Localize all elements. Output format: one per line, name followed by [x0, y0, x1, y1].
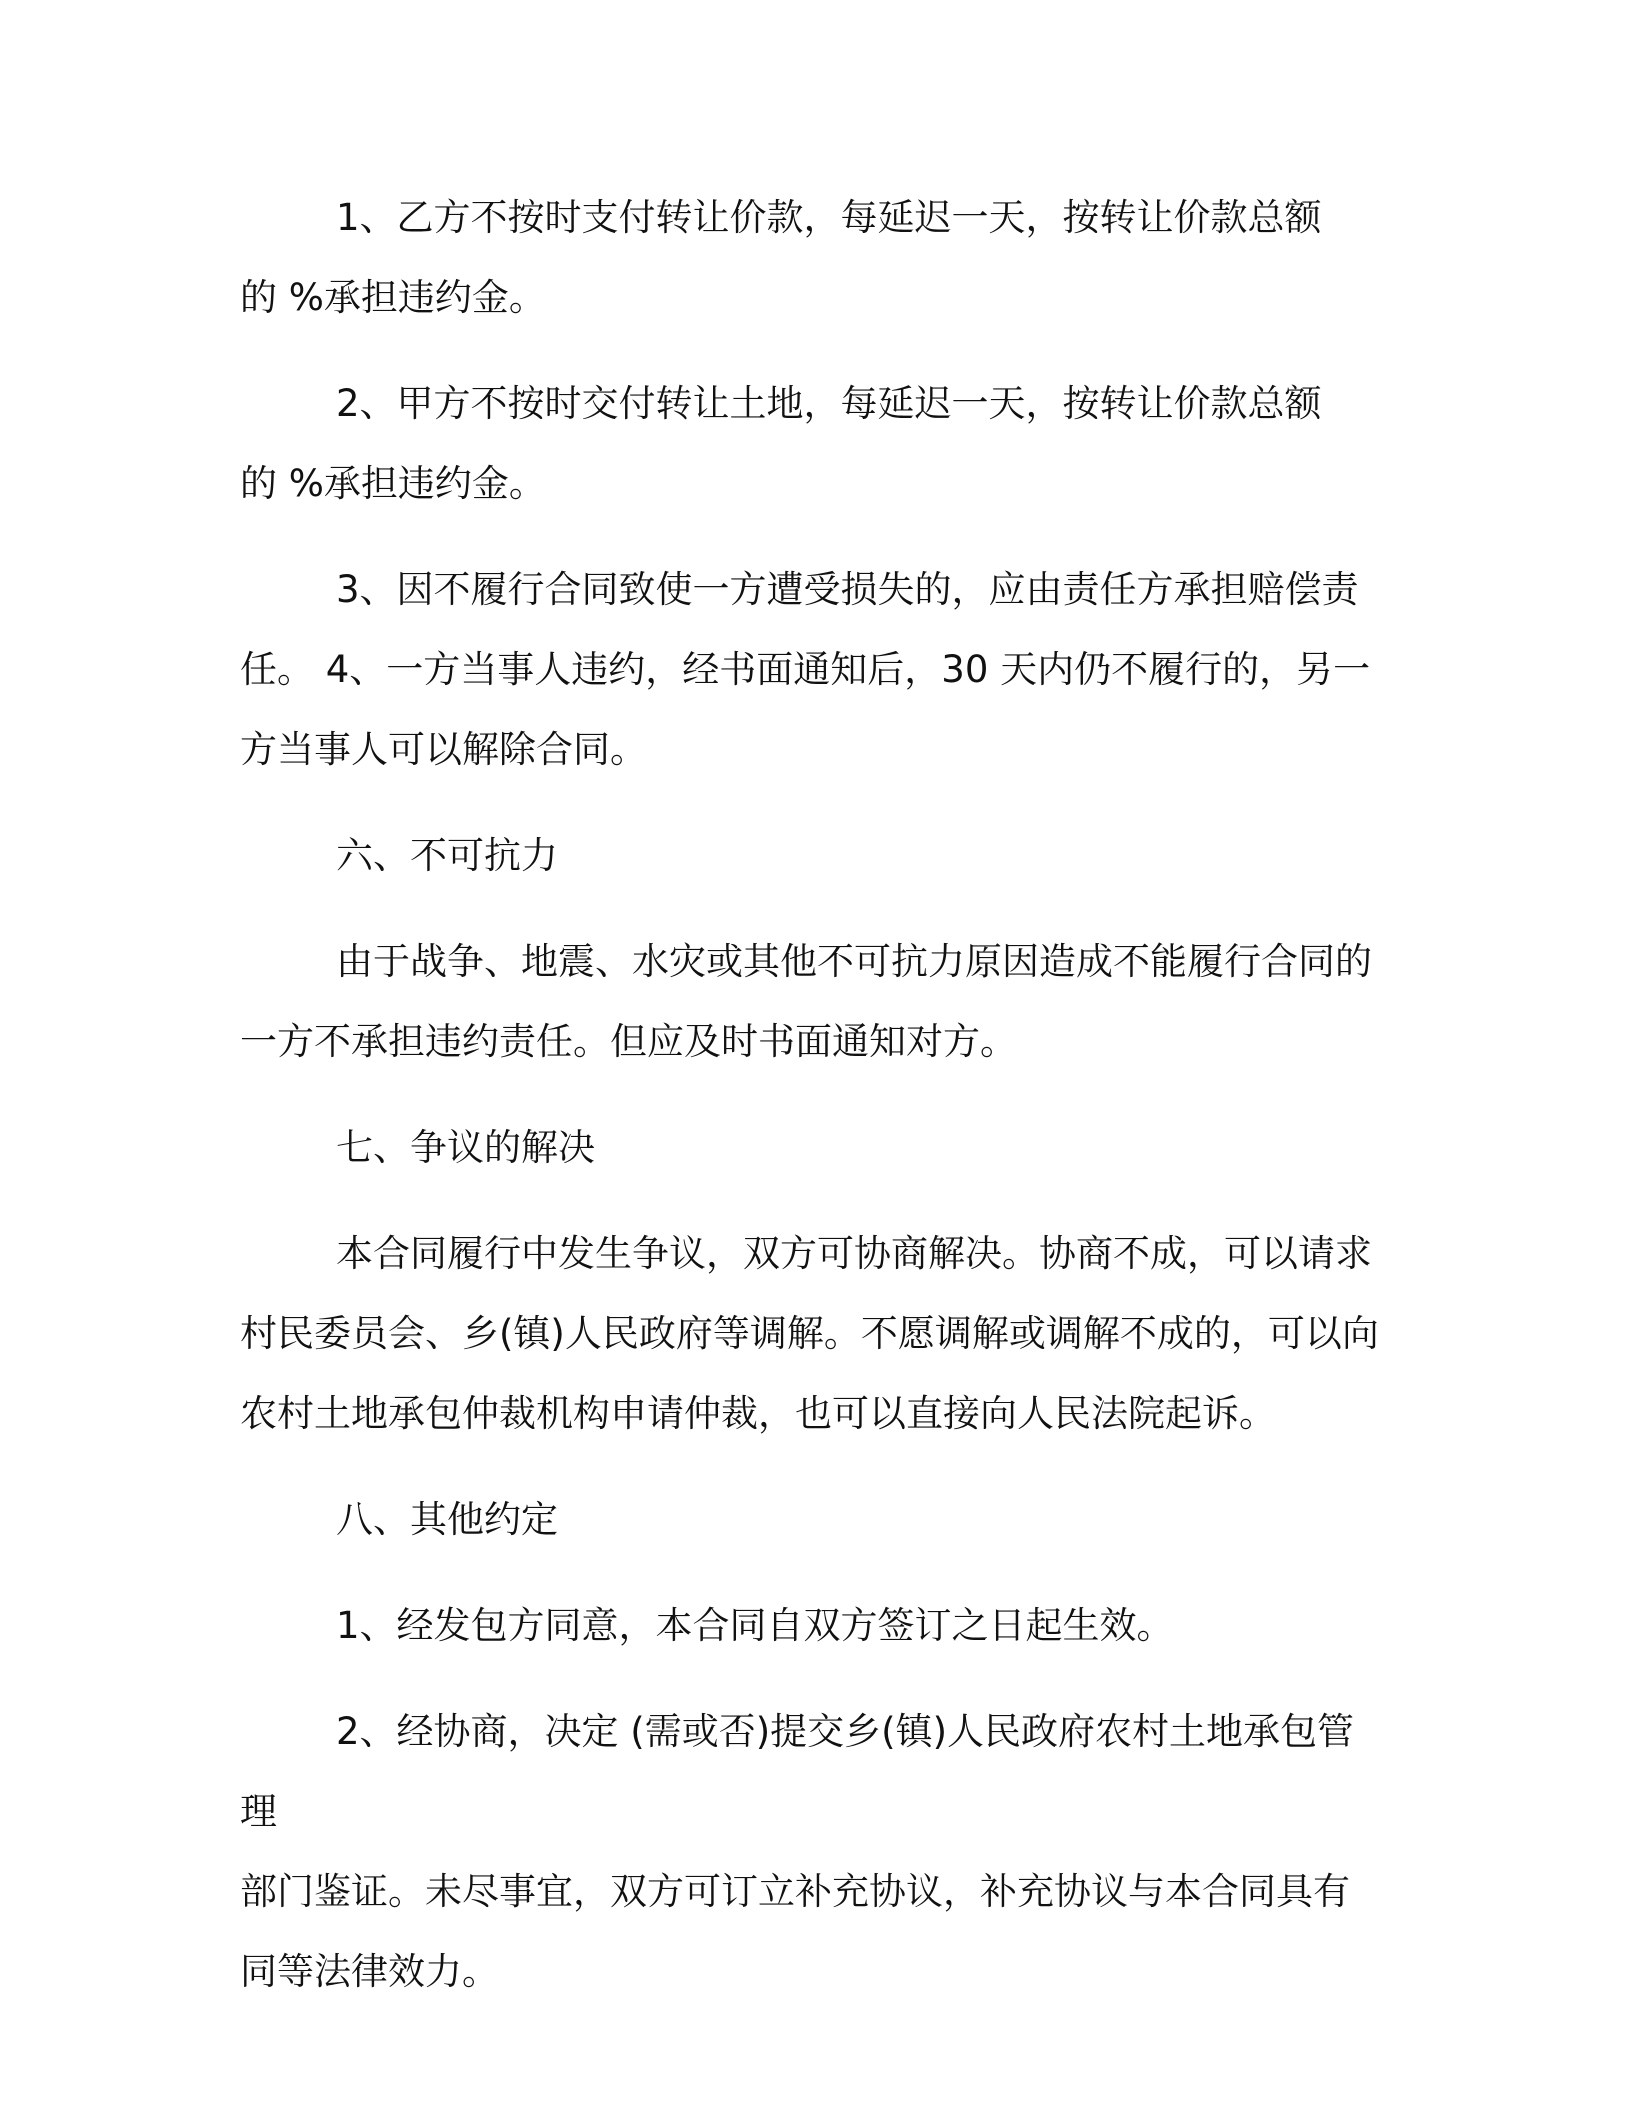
section-heading-force-majeure: [240, 816, 1390, 896]
paragraph-penalty-3-4: [240, 550, 1390, 790]
paragraph-penalty-2: [240, 364, 1390, 524]
text-line: 一方不承担违约责任。但应及时书面通知对方。: [240, 1020, 1017, 1063]
text-line: 方当事人可以解除合同。: [240, 728, 647, 771]
text-line: 本合同履行中发生争议，双方可协商解决。协商不成，可以请求: [336, 1232, 1372, 1275]
text-line: 的 %承担违约金。: [240, 462, 546, 505]
text-line: 1、经发包方同意，本合同自双方签订之日起生效。: [336, 1604, 1174, 1647]
text-line: 部门鉴证。未尽事宜，双方可订立补充协议，补充协议与本合同具有: [240, 1870, 1350, 1913]
paragraph-penalty-1: [240, 178, 1390, 338]
text-line: 由于战争、地震、水灾或其他不可抗力原因造成不能履行合同的: [336, 940, 1372, 983]
text-line: 2、甲方不按时交付转让土地，每延迟一天，按转让价款总额: [336, 382, 1322, 425]
text-line: 3、因不履行合同致使一方遭受损失的，应由责任方承担赔偿责: [336, 568, 1359, 611]
section-heading-dispute: [240, 1108, 1390, 1188]
text-line: 的 %承担违约金。: [240, 276, 546, 319]
paragraph-other-1: [240, 1586, 1390, 1666]
section-heading-text: 八、其他约定: [336, 1498, 558, 1541]
text-line: 村民委员会、乡(镇)人民政府等调解。不愿调解或调解不成的，可以向: [240, 1312, 1379, 1355]
text-line: 1、乙方不按时支付转让价款，每延迟一天，按转让价款总额: [336, 196, 1322, 239]
section-heading-other: [240, 1480, 1390, 1560]
section-heading-text: 七、争议的解决: [336, 1126, 595, 1169]
text-line: 2、经协商，决定 (需或否)提交乡(镇)人民政府农村土地承包管理: [240, 1710, 1355, 1833]
text-line: 农村土地承包仲裁机构申请仲裁，也可以直接向人民法院起诉。: [240, 1392, 1276, 1435]
section-heading-text: 六、不可抗力: [336, 834, 558, 877]
paragraph-dispute: [240, 1214, 1390, 1454]
paragraph-other-2: [240, 1692, 1390, 2012]
paragraph-force-majeure: [240, 922, 1390, 1082]
text-line: 任。 4、一方当事人违约，经书面通知后，30 天内仍不履行的，另一: [240, 648, 1371, 691]
document-body: [240, 178, 1390, 2012]
text-line: 同等法律效力。: [240, 1950, 499, 1993]
